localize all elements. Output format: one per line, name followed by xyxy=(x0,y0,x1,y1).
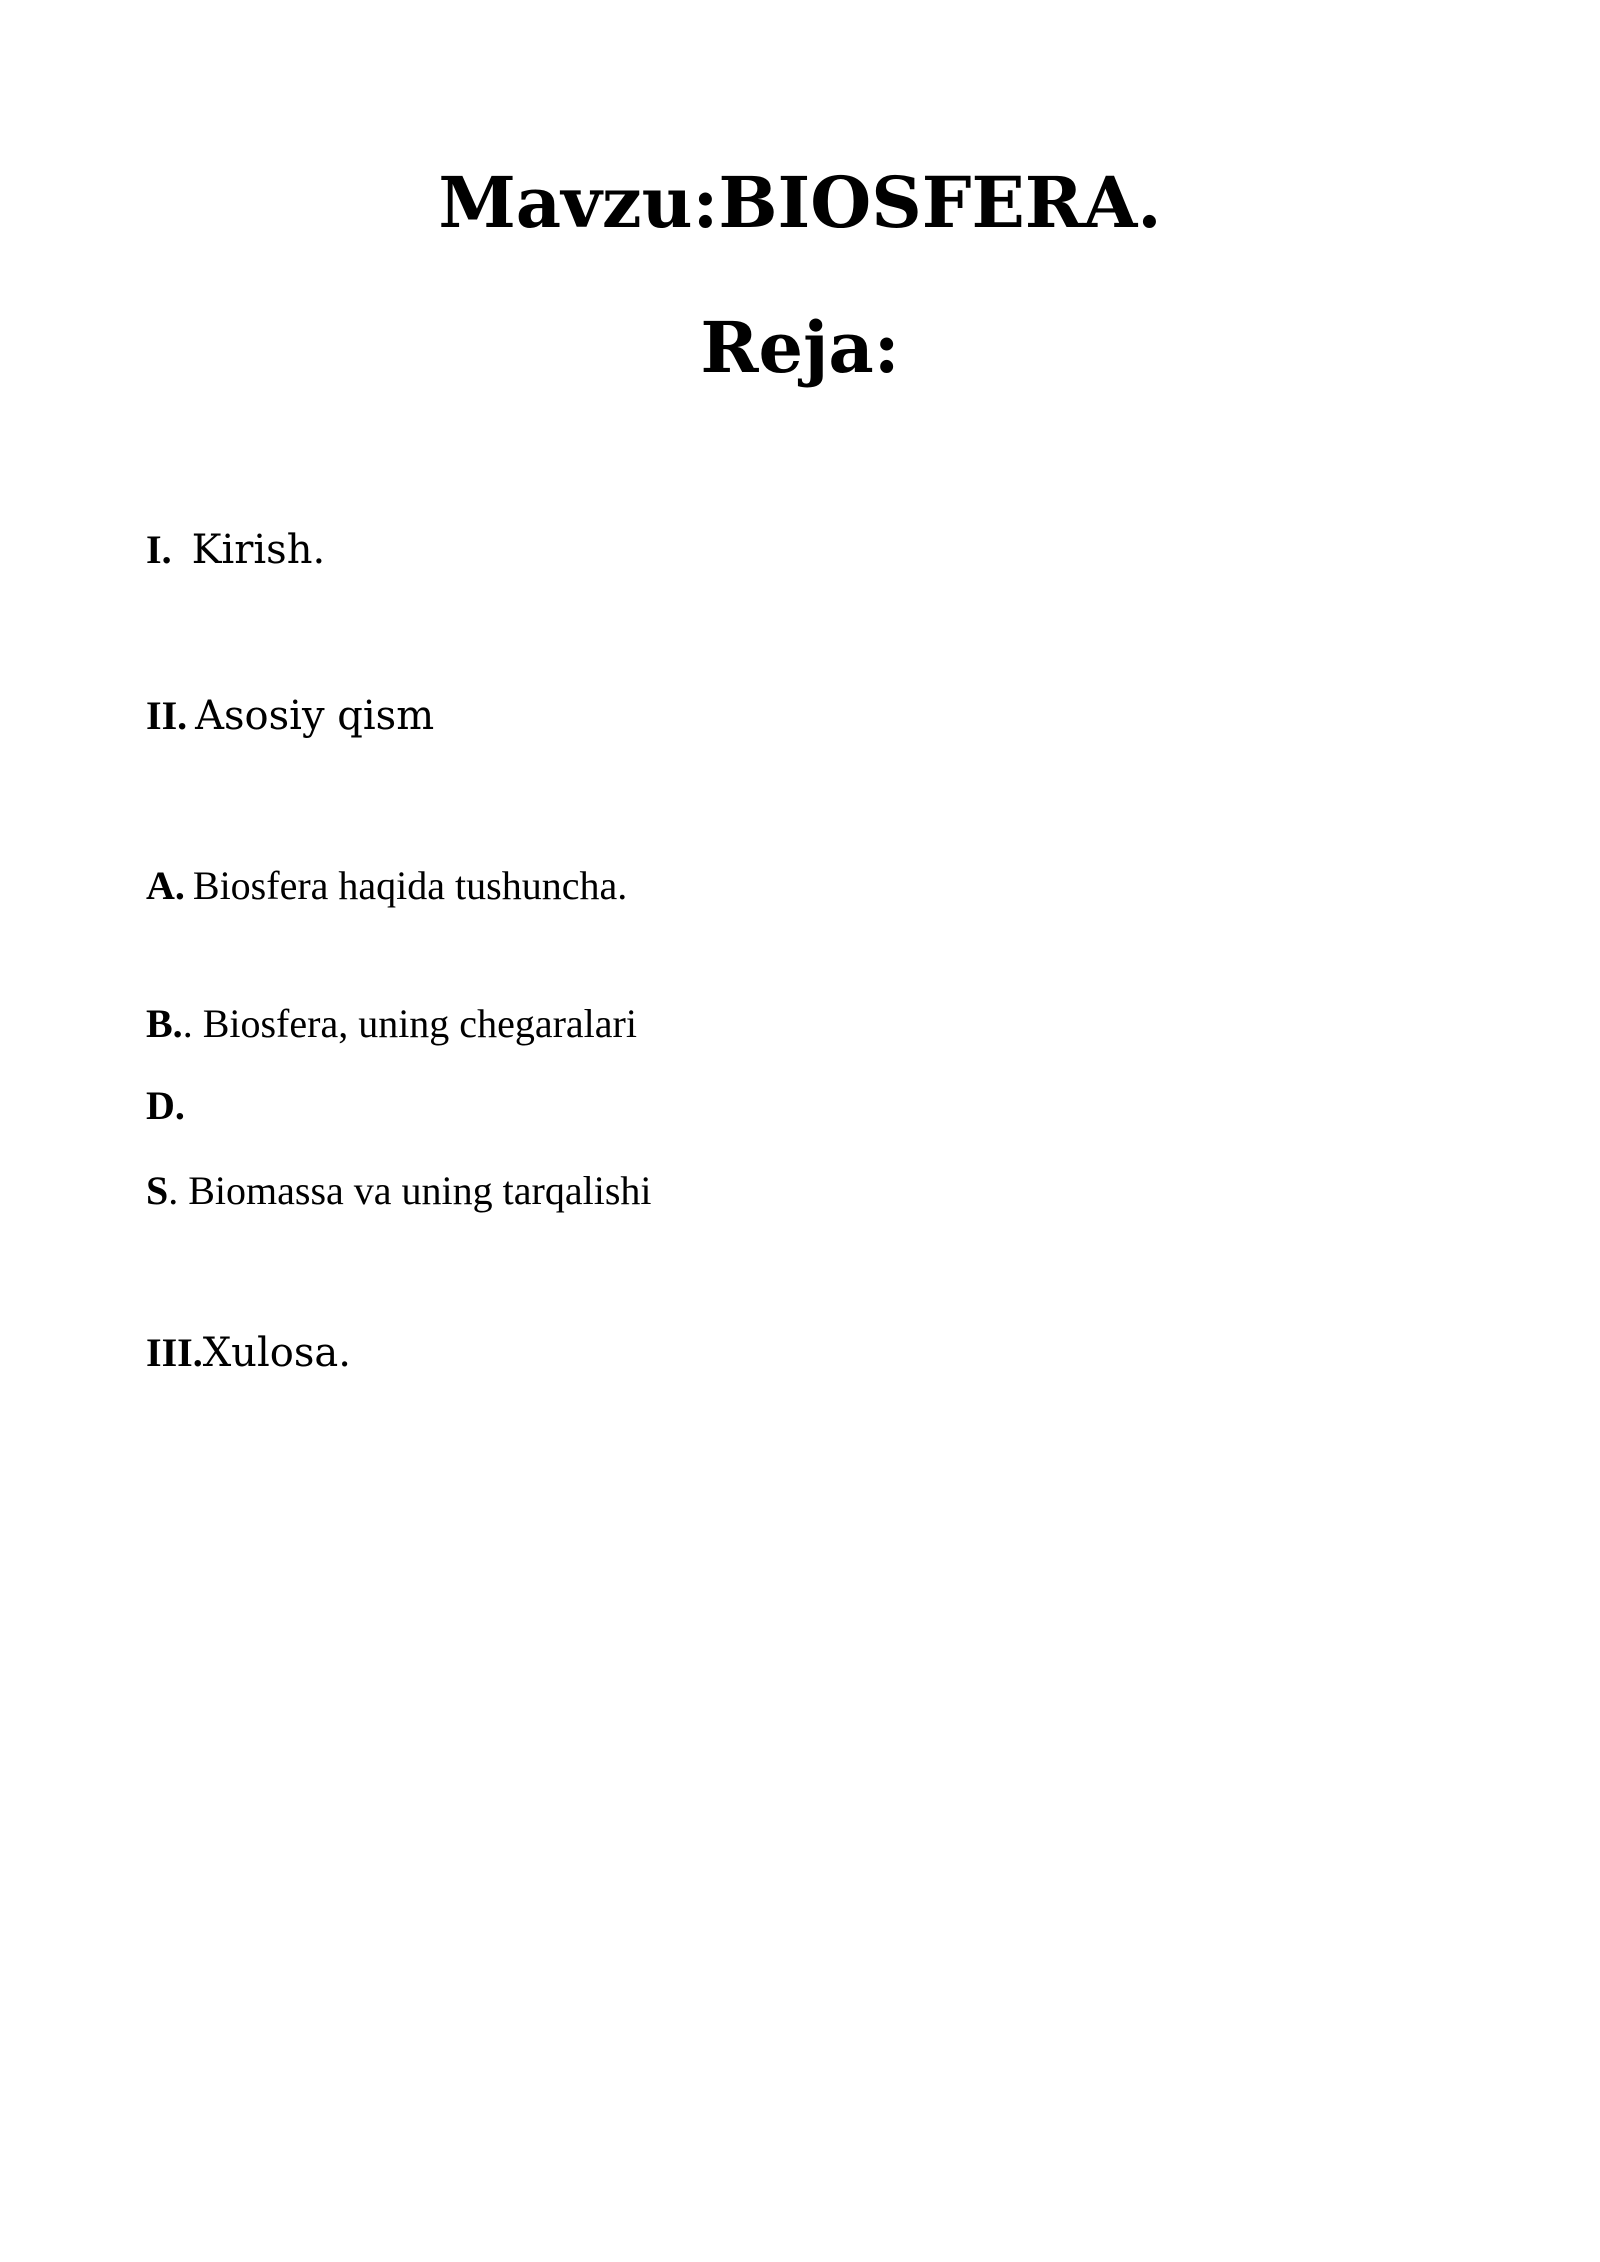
plan-heading: Reja: xyxy=(700,306,900,389)
plan-item-marker: S xyxy=(146,1168,169,1213)
plan-item-text: Kirish. xyxy=(191,527,326,573)
plan-item-main-part xyxy=(146,688,434,744)
plan-item-marker: III. xyxy=(146,1330,203,1375)
plan-item-b xyxy=(146,996,637,1052)
plan-item-text: . Biomassa va uning tarqalishi xyxy=(168,1168,652,1213)
plan-item-marker: II. xyxy=(146,693,188,738)
plan-item-introduction xyxy=(146,522,325,578)
plan-item-text: . Biosfera, uning chegaralari xyxy=(182,1001,637,1046)
document-title: Mavzu:BIOSFERA. xyxy=(438,161,1162,244)
plan-item-text: Xulosa. xyxy=(202,1330,351,1376)
plan-item-text: Asosiy qism xyxy=(195,693,435,739)
plan-item-conclusion xyxy=(146,1325,351,1381)
plan-item-d xyxy=(146,1078,185,1134)
plan-item-text: Biosfera haqida tushuncha. xyxy=(192,863,628,908)
plan-item-a xyxy=(146,858,627,914)
plan-item-marker: B. xyxy=(146,1001,183,1046)
plan-item-marker: D. xyxy=(146,1083,185,1128)
plan-item-marker: I. xyxy=(146,527,172,572)
plan-item-s xyxy=(146,1163,652,1219)
plan-item-marker: A. xyxy=(146,863,185,908)
